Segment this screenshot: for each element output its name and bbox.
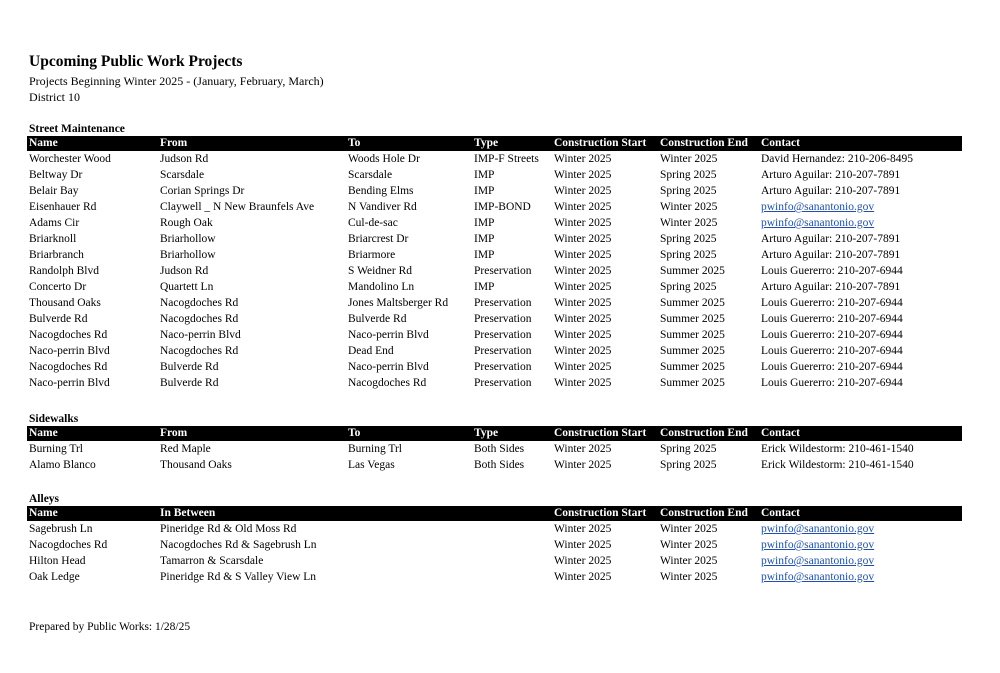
table-cell: Nacogdoches Rd: [160, 345, 239, 357]
column-header: To: [346, 136, 472, 151]
table-row: [27, 359, 962, 375]
table-cell: Spring 2025: [660, 459, 717, 471]
table-header-row: [27, 506, 962, 521]
table-cell: Pineridge Rd & Old Moss Rd: [160, 523, 297, 535]
table-cell: Winter 2025: [554, 523, 612, 535]
table-cell: Nacogdoches Rd: [29, 329, 108, 341]
table-cell: Winter 2025: [554, 443, 612, 455]
table-row: [27, 521, 962, 537]
table-cell: Mandolino Ln: [348, 281, 415, 293]
section-title: Sidewalks: [29, 413, 79, 425]
table-cell: Louis Guererro: 210-207-6944: [761, 345, 903, 357]
table-header-row: [27, 426, 962, 441]
table-cell: IMP: [474, 233, 495, 245]
table-row: [27, 215, 962, 231]
table-cell: Winter 2025: [554, 249, 612, 261]
alleys-section: [27, 492, 962, 585]
table-cell: Louis Guererro: 210-207-6944: [761, 377, 903, 389]
table-cell: Winter 2025: [554, 201, 612, 213]
table-cell: Bulverde Rd: [160, 361, 219, 373]
table-cell: Arturo Aguilar: 210-207-7891: [761, 185, 901, 197]
table-cell: [759, 553, 962, 569]
column-header: Name: [27, 136, 158, 151]
table-cell: Eisenhauer Rd: [29, 201, 97, 213]
table-cell: David Hernandez: 210-206-8495: [761, 153, 914, 165]
table-cell: Concerto Dr: [29, 281, 87, 293]
table-cell: [759, 199, 962, 215]
table-cell: IMP: [474, 169, 495, 181]
table-cell: [472, 521, 552, 537]
section-title: Street Maintenance: [29, 123, 125, 135]
table-cell: Preservation: [474, 377, 532, 389]
table-cell: Thousand Oaks: [29, 297, 101, 309]
table-cell: Winter 2025: [554, 313, 612, 325]
column-header: Contact: [759, 136, 962, 151]
table-row: [27, 343, 962, 359]
table-cell: Spring 2025: [660, 169, 717, 181]
table-cell: [759, 537, 962, 553]
table-cell: Winter 2025: [554, 555, 612, 567]
table-cell: IMP: [474, 249, 495, 261]
table-cell: Dead End: [348, 345, 394, 357]
table-cell: [346, 521, 472, 537]
table-row: [27, 553, 962, 569]
column-header: Construction End: [658, 136, 759, 151]
table-cell: Bulverde Rd: [29, 313, 88, 325]
section-title: Alleys: [29, 493, 60, 505]
table-cell: Nacogdoches Rd: [348, 377, 427, 389]
table-cell: Arturo Aguilar: 210-207-7891: [761, 233, 901, 245]
table-cell: Summer 2025: [660, 377, 725, 389]
table-cell: IMP: [474, 281, 495, 293]
table-row: [27, 311, 962, 327]
table-cell: Jones Maltsberger Rd: [348, 297, 449, 309]
table-cell: Worchester Wood: [29, 153, 111, 165]
table-cell: Winter 2025: [554, 459, 612, 471]
table-cell: Winter 2025: [554, 539, 612, 551]
table-cell: Spring 2025: [660, 281, 717, 293]
table-cell: Bulverde Rd: [348, 313, 407, 325]
table-row: [27, 441, 962, 457]
table-row: [27, 295, 962, 311]
table-cell: Winter 2025: [554, 571, 612, 583]
table-cell: N Vandiver Rd: [348, 201, 417, 213]
table-row: [27, 247, 962, 263]
column-header: Construction Start: [552, 136, 658, 151]
table-row: [27, 151, 962, 167]
table-cell: Naco-perrin Blvd: [160, 329, 241, 341]
table-cell: Louis Guererro: 210-207-6944: [761, 313, 903, 325]
column-header: Construction Start: [552, 426, 658, 441]
table-cell: Burning Trl: [29, 443, 84, 455]
table-cell: Naco-perrin Blvd: [29, 345, 110, 357]
page-subtitle: Projects Beginning Winter 2025 - (January, February, March): [29, 74, 324, 88]
table-cell: Winter 2025: [554, 233, 612, 245]
table-row: [27, 279, 962, 295]
column-header: [472, 506, 552, 521]
table-cell: Bulverde Rd: [160, 377, 219, 389]
table-cell: Oak Ledge: [29, 571, 80, 583]
column-header: Name: [27, 506, 158, 521]
table-cell: Alamo Blanco: [29, 459, 96, 471]
table-cell: Winter 2025: [554, 265, 612, 277]
column-header: Contact: [759, 506, 962, 521]
table-cell: Louis Guererro: 210-207-6944: [761, 297, 903, 309]
table-cell: Briarbranch: [29, 249, 84, 261]
table-cell: Briarhollow: [160, 233, 216, 245]
table-cell: Summer 2025: [660, 361, 725, 373]
table-cell: IMP-BOND: [474, 201, 531, 213]
table-cell: Winter 2025: [554, 217, 612, 229]
table-cell: Winter 2025: [554, 377, 612, 389]
table-cell: Louis Guererro: 210-207-6944: [761, 265, 903, 277]
table-cell: Winter 2025: [660, 571, 718, 583]
contact-email-link[interactable]: pwinfo@sanantonio.gov: [761, 539, 875, 551]
table-cell: Spring 2025: [660, 249, 717, 261]
table-cell: [472, 553, 552, 569]
table-cell: Winter 2025: [554, 361, 612, 373]
table-cell: Hilton Head: [29, 555, 86, 567]
alleys-table: [27, 506, 962, 585]
table-cell: Winter 2025: [554, 297, 612, 309]
table-cell: [759, 521, 962, 537]
table-cell: IMP: [474, 217, 495, 229]
table-cell: Naco-perrin Blvd: [348, 329, 429, 341]
table-cell: IMP-F Streets: [474, 153, 539, 165]
table-cell: [472, 537, 552, 553]
table-cell: Both Sides: [474, 459, 525, 471]
table-cell: Sagebrush Ln: [29, 523, 93, 535]
table-row: [27, 183, 962, 199]
column-header: Name: [27, 426, 158, 441]
table-cell: [759, 215, 962, 231]
table-cell: Rough Oak: [160, 217, 213, 229]
contact-email-link[interactable]: pwinfo@sanantonio.gov: [761, 201, 875, 213]
table-cell: Summer 2025: [660, 345, 725, 357]
table-cell: Naco-perrin Blvd: [29, 377, 110, 389]
table-cell: Summer 2025: [660, 297, 725, 309]
table-header-row: [27, 136, 962, 151]
table-cell: Arturo Aguilar: 210-207-7891: [761, 169, 901, 181]
table-cell: Judson Rd: [160, 265, 209, 277]
table-cell: Erick Wildestorm: 210-461-1540: [761, 443, 914, 455]
table-cell: Summer 2025: [660, 313, 725, 325]
table-cell: Nacogdoches Rd: [29, 539, 108, 551]
table-cell: Summer 2025: [660, 265, 725, 277]
table-cell: Briarknoll: [29, 233, 77, 245]
table-cell: Spring 2025: [660, 233, 717, 245]
contact-email-link[interactable]: pwinfo@sanantonio.gov: [761, 217, 875, 229]
table-cell: Red Maple: [160, 443, 211, 455]
table-cell: Winter 2025: [554, 345, 612, 357]
table-cell: Nacogdoches Rd: [160, 313, 239, 325]
contact-email-link[interactable]: pwinfo@sanantonio.gov: [761, 555, 875, 567]
street-maintenance-section: [27, 122, 962, 391]
column-header: [346, 506, 472, 521]
table-cell: Erick Wildestorm: 210-461-1540: [761, 459, 914, 471]
table-cell: [759, 569, 962, 585]
table-cell: Belair Bay: [29, 185, 79, 197]
table-row: [27, 457, 962, 473]
table-cell: Arturo Aguilar: 210-207-7891: [761, 249, 901, 261]
table-cell: Preservation: [474, 345, 532, 357]
column-header: From: [158, 426, 346, 441]
table-cell: Woods Hole Dr: [348, 153, 420, 165]
table-cell: Judson Rd: [160, 153, 209, 165]
table-cell: Thousand Oaks: [160, 459, 232, 471]
table-row: [27, 569, 962, 585]
table-cell: Winter 2025: [554, 169, 612, 181]
table-row: [27, 263, 962, 279]
table-cell: Winter 2025: [660, 201, 718, 213]
table-cell: Naco-perrin Blvd: [348, 361, 429, 373]
table-row: [27, 199, 962, 215]
sidewalks-table: [27, 426, 962, 473]
table-row: [27, 537, 962, 553]
table-cell: S Weidner Rd: [348, 265, 413, 277]
table-cell: Louis Guererro: 210-207-6944: [761, 361, 903, 373]
table-cell: Preservation: [474, 265, 532, 277]
table-cell: Both Sides: [474, 443, 525, 455]
table-cell: Cul-de-sac: [348, 217, 398, 229]
table-cell: Adams Cir: [29, 217, 80, 229]
table-row: [27, 327, 962, 343]
table-cell: Corian Springs Dr: [160, 185, 245, 197]
column-header: In Between: [158, 506, 346, 521]
table-cell: Beltway Dr: [29, 169, 83, 181]
table-cell: Briarmore: [348, 249, 396, 261]
sidewalks-section: [27, 412, 962, 473]
column-header: Type: [472, 426, 552, 441]
table-cell: Winter 2025: [554, 153, 612, 165]
table-cell: Tamarron & Scarsdale: [160, 555, 264, 567]
table-cell: Winter 2025: [660, 555, 718, 567]
table-cell: Winter 2025: [660, 539, 718, 551]
column-header: Type: [472, 136, 552, 151]
table-cell: Pineridge Rd & S Valley View Ln: [160, 571, 317, 583]
column-header: From: [158, 136, 346, 151]
table-cell: [346, 569, 472, 585]
table-row: [27, 375, 962, 391]
table-cell: Spring 2025: [660, 185, 717, 197]
column-header: Construction Start: [552, 506, 658, 521]
table-cell: Winter 2025: [554, 281, 612, 293]
table-cell: Scarsdale: [160, 169, 205, 181]
table-cell: Summer 2025: [660, 329, 725, 341]
table-cell: IMP: [474, 185, 495, 197]
table-cell: Nacogdoches Rd: [160, 297, 239, 309]
table-cell: Winter 2025: [554, 329, 612, 341]
street-maintenance-table: [27, 136, 962, 391]
table-cell: Las Vegas: [348, 459, 395, 471]
table-cell: Winter 2025: [660, 217, 718, 229]
table-cell: Briarhollow: [160, 249, 216, 261]
table-cell: Spring 2025: [660, 443, 717, 455]
column-header: Contact: [759, 426, 962, 441]
table-cell: Nacogdoches Rd: [29, 361, 108, 373]
contact-email-link[interactable]: pwinfo@sanantonio.gov: [761, 571, 875, 583]
table-cell: Louis Guererro: 210-207-6944: [761, 329, 903, 341]
page-title: Upcoming Public Work Projects: [29, 53, 243, 70]
table-cell: Randolph Blvd: [29, 265, 99, 277]
table-cell: Burning Trl: [348, 443, 403, 455]
table-cell: Claywell _ N New Braunfels Ave: [160, 201, 315, 213]
table-cell: Briarcrest Dr: [348, 233, 409, 245]
table-cell: Bending Elms: [348, 185, 414, 197]
table-row: [27, 231, 962, 247]
table-cell: [346, 537, 472, 553]
table-cell: [346, 553, 472, 569]
table-cell: Nacogdoches Rd & Sagebrush Ln: [160, 539, 317, 551]
column-header: Construction End: [658, 506, 759, 521]
district-label: District 10: [29, 90, 80, 104]
table-cell: Preservation: [474, 329, 532, 341]
prepared-by-note: Prepared by Public Works: 1/28/25: [29, 621, 191, 633]
table-cell: Preservation: [474, 313, 532, 325]
table-cell: Arturo Aguilar: 210-207-7891: [761, 281, 901, 293]
table-cell: [472, 569, 552, 585]
table-cell: Preservation: [474, 361, 532, 373]
column-header: To: [346, 426, 472, 441]
table-cell: Scarsdale: [348, 169, 393, 181]
contact-email-link[interactable]: pwinfo@sanantonio.gov: [761, 523, 875, 535]
table-cell: Winter 2025: [554, 185, 612, 197]
table-cell: Winter 2025: [660, 523, 718, 535]
table-row: [27, 167, 962, 183]
table-cell: Preservation: [474, 297, 532, 309]
table-cell: Quartett Ln: [160, 281, 214, 293]
table-cell: Winter 2025: [660, 153, 718, 165]
column-header: Construction End: [658, 426, 759, 441]
